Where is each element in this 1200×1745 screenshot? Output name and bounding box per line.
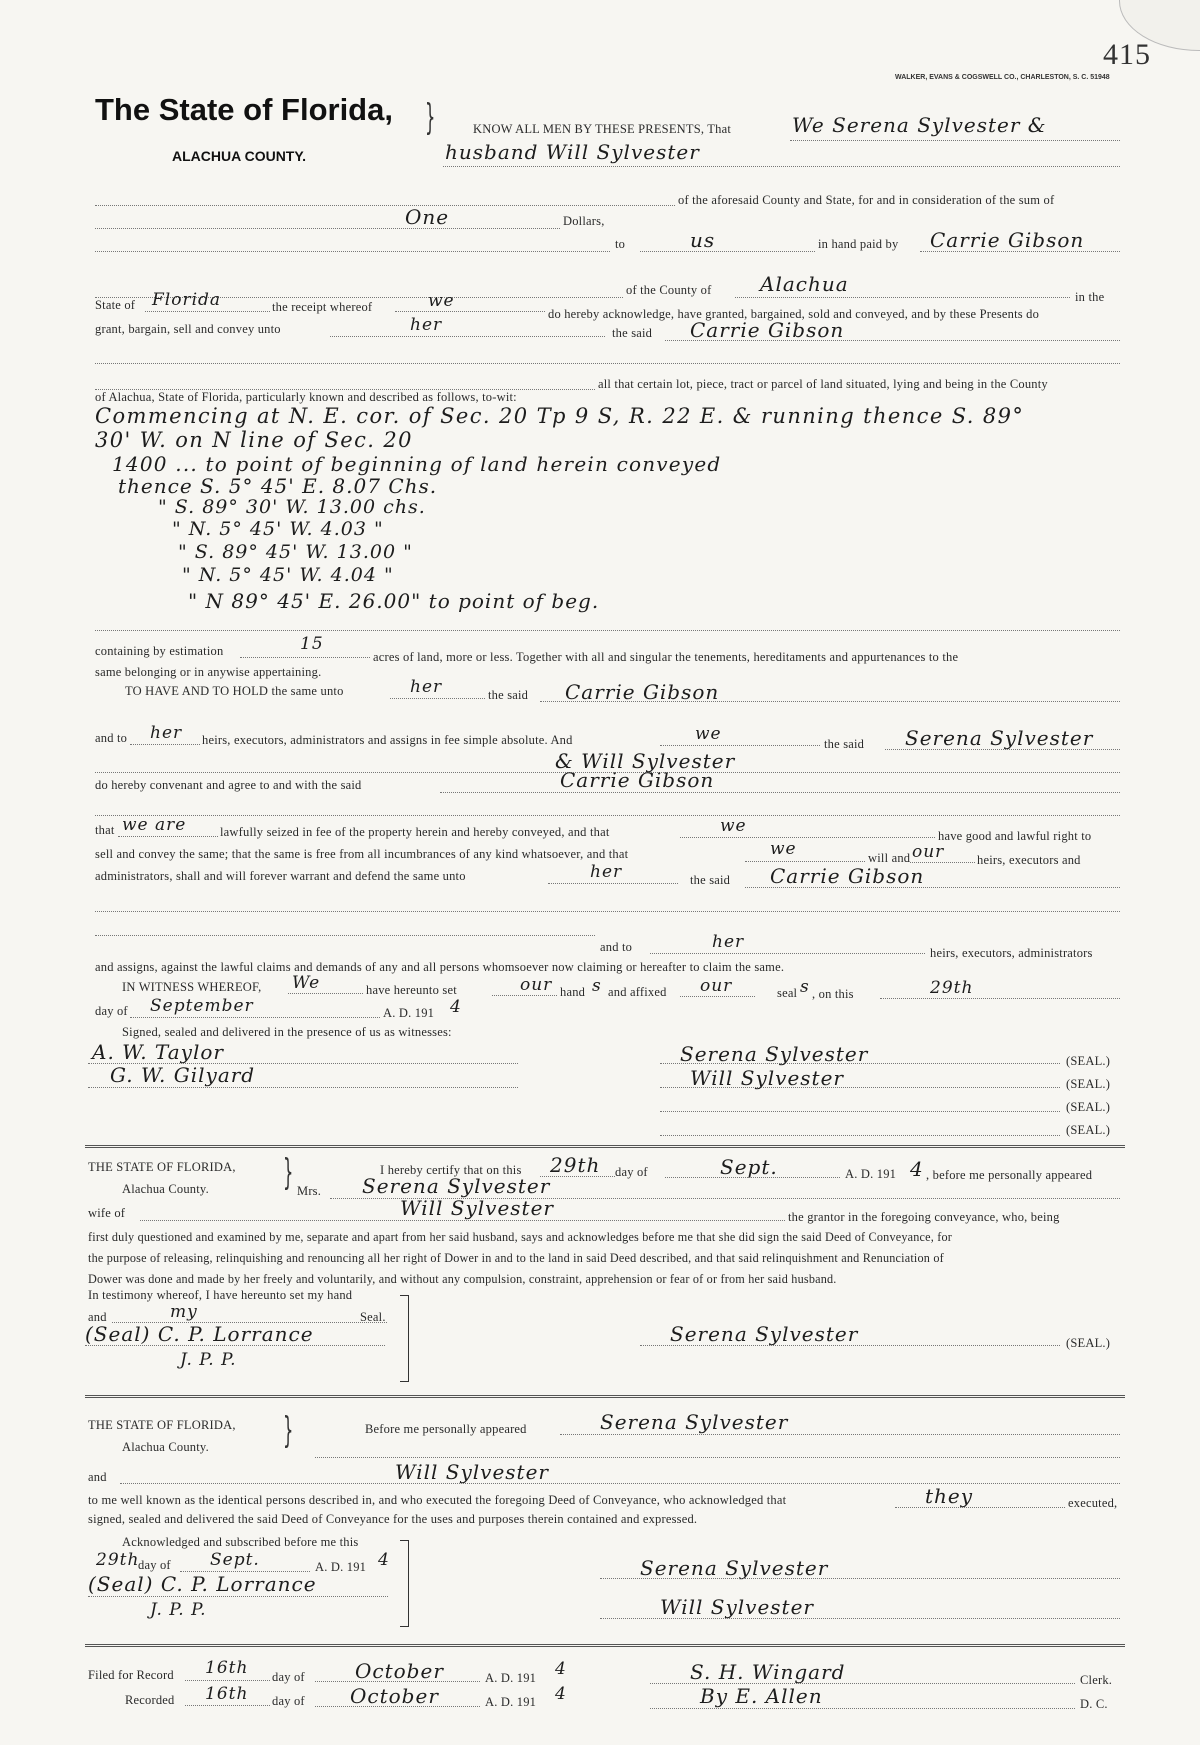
whereof-text: IN WITNESS WHEREOF,	[122, 980, 262, 994]
ack2-seal-bracket	[400, 1540, 409, 1627]
ack2-brace: }	[283, 1410, 294, 1451]
witness2-signature: G. W. Gilyard	[110, 1063, 256, 1087]
county-of-text: of the County of	[626, 283, 712, 297]
description-line: " S. 89° 45' W. 13.00 "	[178, 541, 413, 563]
ack1-state: THE STATE OF FLORIDA,	[88, 1160, 236, 1174]
ack2-they-line	[895, 1507, 1065, 1508]
will-and-text: will and	[868, 851, 911, 865]
that-text: that	[95, 823, 115, 837]
have-line	[390, 698, 485, 699]
belonging-text: same belonging or in anywise appertaining.	[95, 665, 322, 679]
ack2-before: Before me personally appeared	[365, 1422, 527, 1436]
description-line: 1400 ... to point of beginning of land herein conveyed	[112, 452, 722, 476]
page-number: 415	[1103, 38, 1151, 71]
state-of-text: State of	[95, 298, 136, 312]
ack1-county: Alachua County.	[122, 1182, 209, 1196]
have-handwritten: her	[410, 677, 443, 697]
section-divider	[85, 1644, 1125, 1647]
blank-line-5	[95, 935, 595, 936]
description-line: " N. 5° 45' W. 4.03 "	[172, 518, 384, 540]
description-rule	[95, 630, 1120, 631]
rec-month-handwritten: October	[350, 1684, 439, 1708]
month-handwritten: September	[150, 996, 254, 1016]
ack2-month-handwritten: Sept.	[210, 1550, 260, 1570]
description-line: " N 89° 45' E. 26.00" to point of beg.	[188, 589, 600, 613]
ack1-husband-line	[140, 1220, 785, 1221]
dc-line	[650, 1708, 1075, 1709]
that-line	[118, 836, 218, 837]
ack2-title-handwritten: J. P. P.	[150, 1600, 207, 1620]
admins-handwritten: her	[590, 862, 623, 882]
description-line: " S. 89° 30' W. 13.00 chs.	[158, 496, 426, 518]
ack1-and: and	[88, 1310, 107, 1324]
ack1-seal-bracket	[400, 1295, 409, 1382]
aforesaid-text: of the aforesaid County and State, for and in consideration of the sum of	[678, 193, 1055, 207]
ack2-day-handwritten: 29th	[96, 1550, 140, 1570]
good-text: have good and lawful right to	[938, 829, 1092, 843]
section-divider	[85, 1395, 1125, 1398]
filed-day-handwritten: 16th	[205, 1658, 249, 1678]
ack2-year-handwritten: 4	[378, 1550, 390, 1570]
ack1-month-line	[665, 1177, 840, 1178]
ack2-state: THE STATE OF FLORIDA,	[88, 1418, 236, 1432]
ack2-sig2: Will Sylvester	[660, 1595, 814, 1619]
ack2-sig2-line	[600, 1618, 1120, 1619]
state-title: The State of Florida,	[95, 92, 393, 127]
admins-said-line	[745, 887, 1120, 888]
have-said-text: the said	[488, 688, 529, 702]
will-handwritten: our	[912, 842, 945, 862]
blank-line-3	[95, 815, 1120, 816]
ack1-officer-signature: (Seal) C. P. Lorrance	[85, 1322, 314, 1346]
and-to-line-2	[650, 953, 925, 954]
said-handwritten-2: & Will Sylvester	[555, 749, 736, 773]
said-line-1	[885, 749, 1120, 750]
ack1-certify: I hereby certify that on this	[380, 1163, 522, 1177]
recorded-text: Recorded	[125, 1693, 175, 1707]
and-to-line	[130, 744, 200, 745]
sell-handwritten: we	[770, 839, 797, 859]
the-said-text-3: the said	[690, 873, 731, 887]
ack1-day-line	[540, 1176, 615, 1177]
ack1-year-handwritten: 4	[910, 1157, 924, 1181]
admins-said-handwritten: Carrie Gibson	[770, 864, 925, 888]
clerk-label: Clerk.	[1080, 1673, 1113, 1687]
ack2-sig1: Serena Sylvester	[640, 1556, 829, 1580]
on-this-text: , on this	[812, 987, 854, 1001]
unto-line	[330, 336, 605, 337]
rec-day-of: day of	[272, 1694, 305, 1708]
seal-label: (SEAL.)	[1066, 1054, 1111, 1068]
county-handwritten: Alachua	[760, 272, 849, 296]
ack1-wife-of: wife of	[88, 1206, 126, 1220]
printer-imprint: WALKER, EVANS & COGSWELL CO., CHARLESTON, S. C. 51948	[895, 74, 1110, 81]
county-title: ALACHUA COUNTY.	[172, 148, 307, 164]
ack1-seal-label: (SEAL.)	[1066, 1336, 1111, 1350]
will-line	[910, 862, 975, 863]
that-handwritten: we are	[122, 815, 187, 835]
witness2-line	[88, 1087, 518, 1088]
sell-line	[745, 861, 865, 862]
acknowledge-text: do hereby acknowledge, have granted, bargained, sold and conveyed, and by these Presents do	[548, 307, 1040, 321]
rec-day-line	[185, 1705, 270, 1706]
description-line: Commencing at N. E. cor. of Sec. 20 Tp 9 S, R. 22 E. & running thence S. 89°	[95, 404, 1025, 428]
blank-line-2	[95, 363, 1120, 364]
ack2-executed: executed,	[1068, 1496, 1118, 1510]
ack2-and: and	[88, 1470, 107, 1484]
assigns-text: and assigns, against the lawful claims and demands of any and all persons whomsoever now claiming or hereafter to claim the same.	[95, 960, 785, 974]
ack1-seal-text: Seal.	[360, 1310, 386, 1324]
hand-handwritten: s	[592, 976, 602, 996]
ack1-officer-line	[85, 1345, 385, 1346]
whereof-line	[288, 993, 363, 994]
heirs-line	[660, 745, 820, 746]
paid-by-text: in hand paid by	[818, 237, 899, 251]
ad-text: A. D. 191	[383, 1006, 435, 1020]
rec-ad: A. D. 191	[485, 1695, 537, 1709]
day-of-text: day of	[95, 1004, 128, 1018]
rec-year-handwritten: 4	[555, 1684, 567, 1704]
filed-day-line	[185, 1680, 270, 1681]
dollars-line	[95, 251, 610, 252]
filed-month-handwritten: October	[355, 1659, 444, 1683]
ack1-paragraph-3: Dower was done and made by her freely and voluntarily, and without any compulsion, constraint, apprehension or fear of or from her said husband.	[88, 1272, 837, 1286]
ack1-mrs-handwritten: Serena Sylvester	[362, 1174, 551, 1198]
convenant-text: do hereby convenant and agree to and with the said	[95, 778, 362, 792]
amount-line	[95, 228, 560, 229]
seal-label: (SEAL.)	[1066, 1077, 1111, 1091]
heirs-exec-text: heirs, executors and	[977, 853, 1081, 867]
ack2-they-handwritten: they	[925, 1484, 974, 1508]
described-text: of Alachua, State of Florida, particularly known and described as follows, to-wit:	[95, 390, 517, 404]
grantors-line-2	[443, 166, 1120, 167]
grantee-line	[920, 251, 1120, 252]
seal-text: seal	[777, 986, 798, 1000]
grantor1-line	[660, 1063, 1060, 1064]
ack2-blank-line	[315, 1457, 1120, 1458]
dc-label: D. C.	[1080, 1697, 1108, 1711]
ack1-day-of: day of	[615, 1165, 648, 1179]
grantor3-line	[660, 1111, 1060, 1112]
grantors-handwritten-2: husband Will Sylvester	[445, 140, 700, 164]
unto-handwritten: her	[410, 315, 443, 335]
affixed-handwritten: our	[700, 976, 733, 996]
receipt-line	[395, 311, 545, 312]
clerk-signature: S. H. Wingard	[690, 1660, 846, 1684]
day-handwritten: 29th	[930, 978, 974, 998]
grant-text: grant, bargain, sell and convey unto	[95, 322, 281, 336]
year-handwritten: 4	[450, 997, 462, 1017]
seized-text: lawfully seized in fee of the property herein and hereby conveyed, and that	[220, 825, 610, 839]
description-line: " N. 5° 45' W. 4.04 "	[182, 564, 394, 586]
amount-handwritten: One	[405, 205, 450, 229]
description-line: thence S. 5° 45' E. 8.07 Chs.	[118, 474, 438, 498]
seal-label: (SEAL.)	[1066, 1100, 1111, 1114]
ack1-before: , before me personally appeared	[926, 1168, 1093, 1182]
ack1-month-handwritten: Sept.	[720, 1155, 778, 1179]
said-handwritten: Carrie Gibson	[690, 318, 845, 342]
containing-text: containing by estimation	[95, 644, 224, 658]
ack1-grantor-line	[640, 1345, 1060, 1346]
and-to-handwritten: her	[150, 723, 183, 743]
filed-year-handwritten: 4	[555, 1659, 567, 1679]
ack1-and-handwritten: my	[170, 1302, 198, 1322]
the-said-text-2: the said	[824, 737, 865, 751]
description-line: 30' W. on N line of Sec. 20	[95, 428, 413, 452]
ack1-testimony: In testimony whereof, I have hereunto set my hand	[88, 1288, 353, 1302]
set-handwritten: our	[520, 975, 553, 995]
ack2-sig1-line	[600, 1578, 1120, 1579]
affixed-text: and affixed	[608, 985, 667, 999]
receipt-handwritten: we	[428, 291, 455, 311]
month-line	[130, 1017, 380, 1018]
ack2-county: Alachua County.	[122, 1440, 209, 1454]
signed-text: Signed, sealed and delivered in the presence of us as witnesses:	[122, 1025, 452, 1039]
have-said-line	[540, 701, 1120, 702]
grantors-line-1	[790, 140, 1120, 141]
rec-month-line	[315, 1706, 480, 1707]
and-to-text: and to	[95, 731, 128, 745]
ack2-officer-line	[88, 1596, 388, 1597]
grantor4-line	[660, 1135, 1060, 1136]
acres-handwritten: 15	[300, 634, 324, 654]
grantee-handwritten: Carrie Gibson	[930, 228, 1085, 252]
set-line	[492, 995, 557, 996]
set-text: have hereunto set	[366, 983, 457, 997]
heirs-handwritten: we	[695, 724, 722, 744]
to-handwritten: us	[690, 228, 716, 252]
admins-text: administrators, shall and will forever warrant and defend the same unto	[95, 869, 466, 883]
filed-text: Filed for Record	[88, 1668, 174, 1682]
and-to-handwritten-2: her	[712, 932, 745, 952]
county-line	[735, 297, 1070, 298]
ack2-day-of: day of	[138, 1558, 171, 1572]
dollars-text: Dollars,	[563, 214, 605, 228]
filed-day-of: day of	[272, 1670, 305, 1684]
the-said-text: the said	[612, 326, 653, 340]
to-have-text: TO HAVE AND TO HOLD the same unto	[125, 684, 344, 698]
state-handwritten: Florida	[152, 290, 222, 310]
seized-line	[680, 837, 935, 838]
receipt-text: the receipt whereof	[272, 300, 373, 314]
whereof-handwritten: We	[292, 973, 321, 993]
admins-line	[548, 883, 678, 884]
ack2-name2-handwritten: Will Sylvester	[395, 1460, 549, 1484]
grantors-handwritten-1: We Serena Sylvester &	[792, 113, 1047, 137]
to-text: to	[615, 237, 626, 251]
sell-text: sell and convey the same; that the same is free from all incumbrances of any kind whatsoever, and that	[95, 847, 629, 861]
ack2-name1-line	[560, 1434, 1120, 1435]
ack2-name1-handwritten: Serena Sylvester	[600, 1410, 789, 1434]
filed-month-line	[315, 1681, 480, 1682]
have-said-handwritten: Carrie Gibson	[565, 680, 720, 704]
state-line	[145, 311, 270, 312]
ack1-paragraph-1: first duly questioned and examined by me, separate and apart from her said husband, says and acknowledges before me that she did sign the said Deed of Conveyance, for	[88, 1230, 953, 1244]
said-handwritten-1: Serena Sylvester	[905, 726, 1094, 750]
grantor2-line	[660, 1087, 1060, 1088]
dc-signature: By E. Allen	[700, 1684, 823, 1708]
ack1-husband-handwritten: Will Sylvester	[400, 1196, 554, 1220]
ack2-signed: signed, sealed and delivered the said Deed of Conveyance for the uses and purposes therein contained and expressed.	[88, 1512, 698, 1526]
acres-line	[240, 657, 370, 658]
header-brace: }	[425, 97, 436, 138]
to-line	[640, 251, 815, 252]
seized-handwritten: we	[720, 816, 747, 836]
witness1-signature: A. W. Taylor	[92, 1040, 224, 1064]
ack2-officer-signature: (Seal) C. P. Lorrance	[88, 1572, 317, 1596]
ack1-paragraph-2: the purpose of releasing, relinquishing and renouncing all her right of Dower in and to the land in said Deed described, and that said relinquishment and Renunciation of	[88, 1251, 944, 1265]
rec-day-handwritten: 16th	[205, 1684, 249, 1704]
ack1-brace: }	[283, 1152, 294, 1193]
in-the-text: in the	[1075, 290, 1105, 304]
ack1-grantor-signature: Serena Sylvester	[670, 1322, 859, 1346]
affixed-line	[680, 996, 755, 997]
ack1-day-handwritten: 29th	[550, 1153, 601, 1177]
and-to-text-2: and to	[600, 940, 633, 954]
ack1-mrs: Mrs.	[297, 1184, 322, 1198]
blank-line-4	[95, 911, 1120, 912]
section-divider	[85, 1145, 1125, 1148]
ack1-grantor: the grantor in the foregoing conveyance, who, being	[788, 1210, 1060, 1224]
intro-text: KNOW ALL MEN BY THESE PRESENTS, That	[473, 122, 732, 136]
ack2-ad: A. D. 191	[315, 1560, 367, 1574]
heirs-text: heirs, executors, administrators and assigns in fee simple absolute. And	[202, 733, 573, 747]
convenant-line	[440, 792, 1120, 793]
blank-line	[95, 205, 675, 206]
filed-ad: A. D. 191	[485, 1671, 537, 1685]
said-line	[665, 340, 1120, 341]
seal-label: (SEAL.)	[1066, 1123, 1111, 1137]
hand-text: hand	[560, 985, 586, 999]
lot-text: all that certain lot, piece, tract or parcel of land situated, lying and being in the County	[598, 377, 1048, 391]
heirs2-text: heirs, executors, administrators	[930, 946, 1093, 960]
convenant-handwritten: Carrie Gibson	[560, 768, 715, 792]
ack2-known: to me well known as the identical persons described in, and who executed the foregoing Deed of Conveyance, who acknowledged that	[88, 1493, 787, 1507]
ack2-acknowledged: Acknowledged and subscribed before me this	[122, 1535, 359, 1549]
grantor2-signature: Will Sylvester	[690, 1066, 844, 1090]
acres-text: acres of land, more or less. Together with all and singular the tenements, hereditaments and appurtenances to the	[373, 650, 959, 664]
day-line	[880, 998, 1120, 999]
grantor1-signature: Serena Sylvester	[680, 1042, 869, 1066]
ack1-title-handwritten: J. P. P.	[180, 1350, 237, 1370]
ack1-ad: A. D. 191	[845, 1167, 897, 1181]
seal-handwritten: s	[800, 977, 810, 997]
